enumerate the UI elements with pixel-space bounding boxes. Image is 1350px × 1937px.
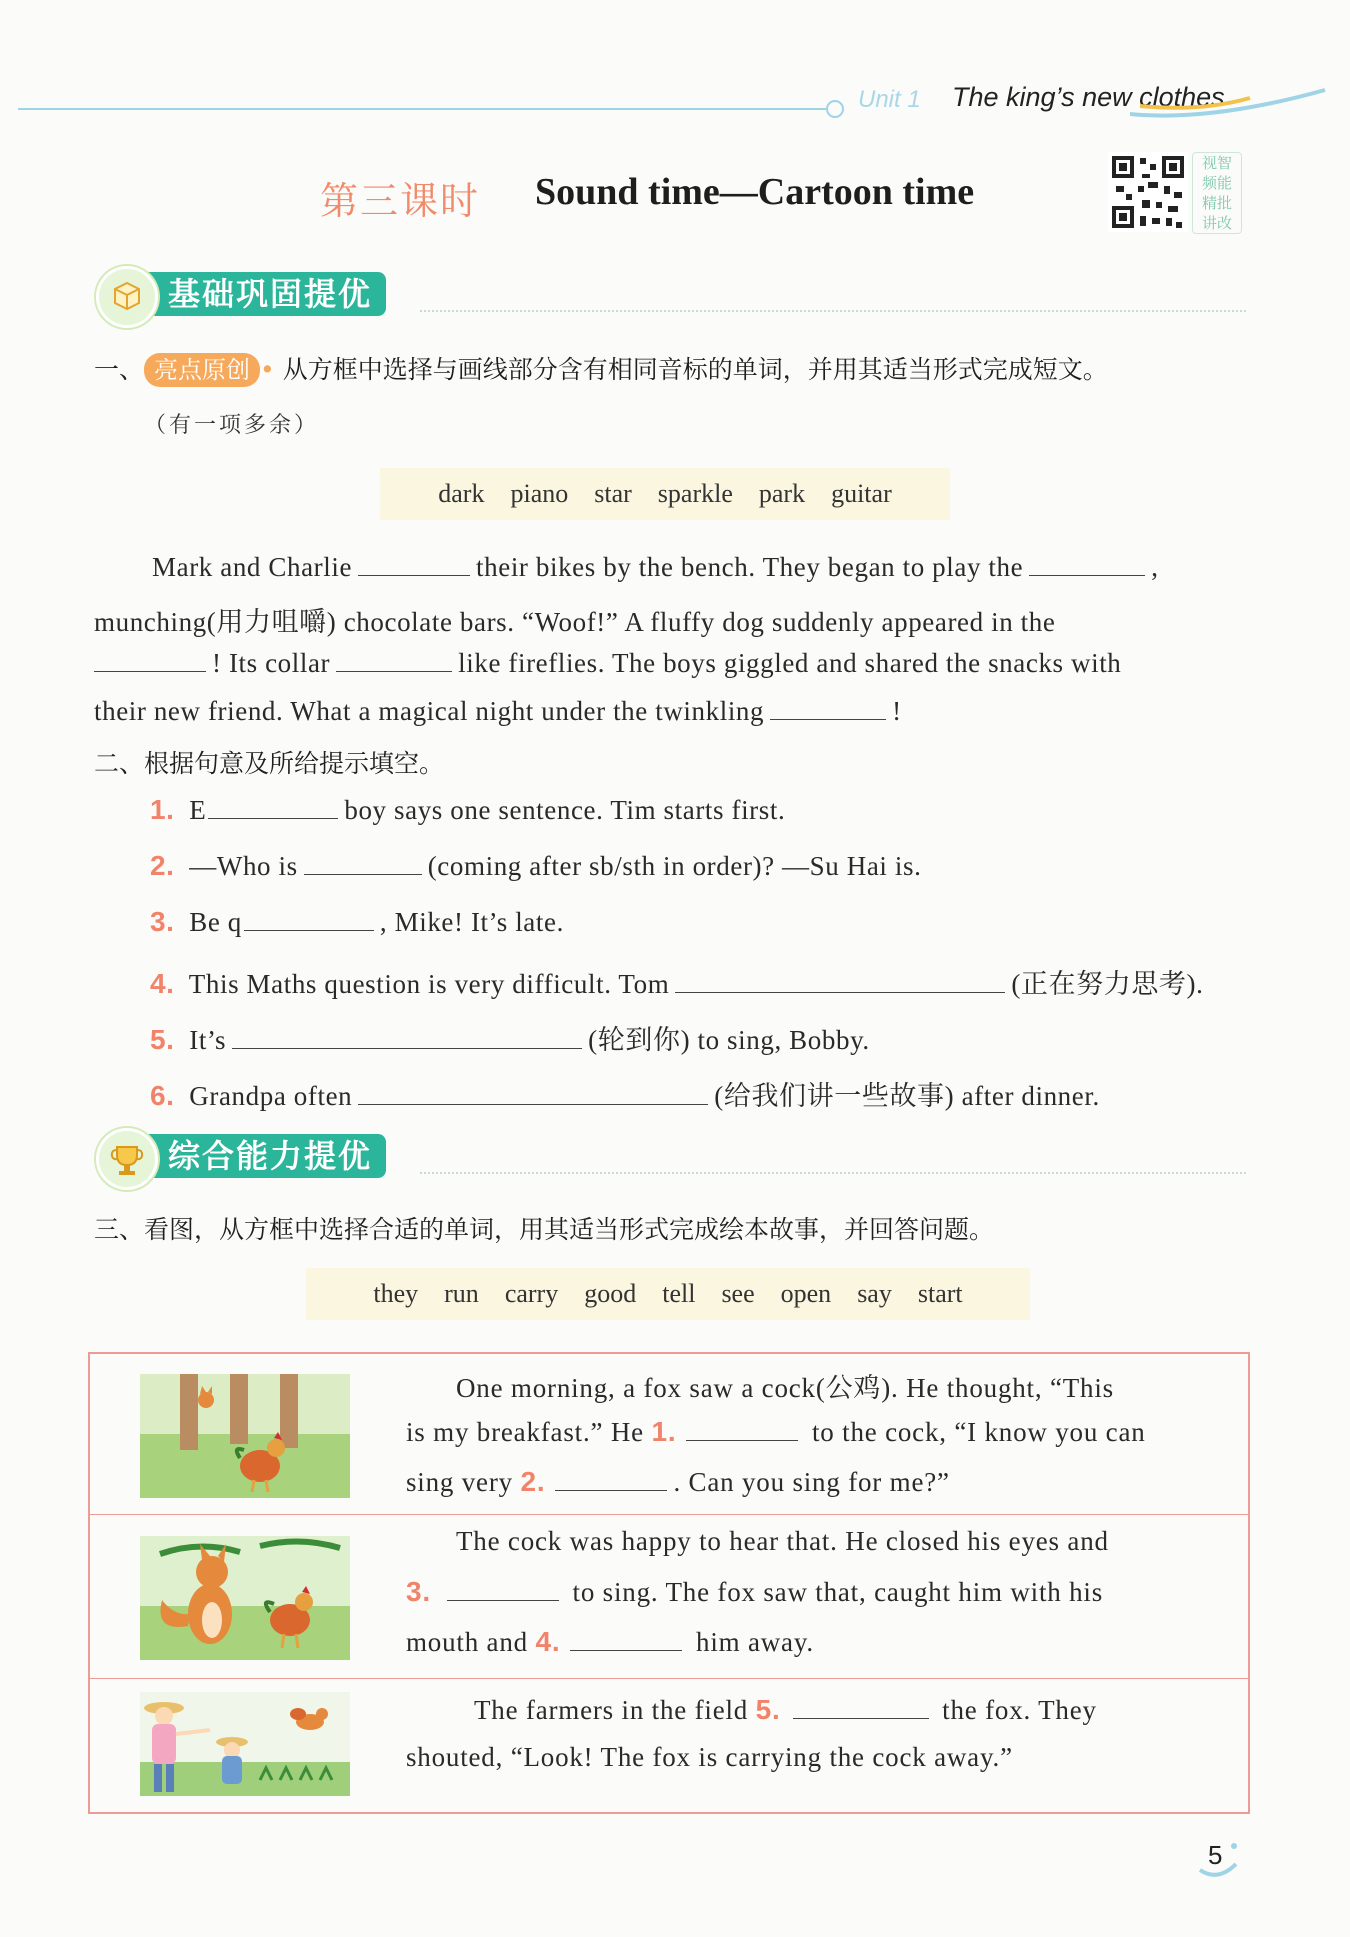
item-number: 6. [150, 1080, 175, 1111]
story-text: the fox. They [942, 1695, 1097, 1725]
passage-text: ! Its collar [212, 648, 331, 678]
passage-line-2: munching(用力咀嚼) chocolate bars. “Woof!” A fluffy dog suddenly appeared in the [94, 607, 1056, 637]
header-dot [826, 100, 844, 118]
item-text: , Mike! It’s late. [379, 907, 564, 937]
qr-tag: 批 [1217, 194, 1233, 212]
fox-catches-cock-illustration [140, 1536, 350, 1660]
answer-blank[interactable] [358, 553, 470, 576]
passage-text: their new friend. What a magical night under the twinkling [94, 696, 765, 726]
item-text: Grandpa often [189, 1081, 353, 1111]
item-text: (coming after sb/sth in order)? —Su Hai is. [427, 851, 922, 881]
story-row-2 [90, 1514, 1248, 1678]
word-option: they [373, 1279, 419, 1308]
item-text: boy says one sentence. Tim starts first. [344, 795, 786, 825]
item-number: 5. [150, 1024, 175, 1055]
item-text: Be q [189, 907, 242, 937]
banner-divider [420, 1172, 1246, 1174]
story-text: . Can you sing for me?” [673, 1467, 950, 1497]
word-option: park [758, 479, 806, 508]
exercise-item-2 [150, 850, 921, 882]
story-text: is my breakfast.” He [406, 1417, 644, 1447]
answer-blank[interactable] [94, 649, 206, 672]
answer-blank[interactable] [555, 1468, 667, 1491]
word-option: good [584, 1279, 637, 1308]
part3-instruction: 三、看图，从方框中选择合适的单词，用其适当形式完成绘本故事，并回答问题。 [94, 1215, 995, 1244]
story-line [474, 1694, 1097, 1726]
word-box-2 [306, 1268, 1030, 1320]
exercise-item-6 [150, 1074, 1100, 1113]
answer-blank[interactable] [686, 1418, 798, 1441]
item-text: It’s [189, 1025, 227, 1055]
story-line: One morning, a fox saw a cock(公鸡). He thought, “This [456, 1373, 1114, 1403]
item-text: (轮到你) to sing, Bobby. [588, 1025, 870, 1055]
story-text: to sing. The fox saw that, caught him with his [572, 1577, 1104, 1607]
unit-title: The king’s new clothes [952, 82, 1225, 112]
item-number: 3. [150, 906, 175, 937]
word-option: sparkle [657, 479, 733, 508]
header-swoosh-decoration [1130, 84, 1330, 124]
answer-blank[interactable] [304, 852, 422, 875]
story-text: mouth and [406, 1627, 528, 1657]
qr-code-icon[interactable] [1108, 152, 1188, 232]
story-table [88, 1352, 1250, 1814]
farmers-in-field-illustration [140, 1692, 350, 1796]
part1-instruction-text: 从方框中选择与画线部分含有相同音标的单词，并用其适当形式完成短文。 [282, 355, 1108, 384]
exercise-item-3 [150, 906, 564, 938]
answer-blank[interactable] [447, 1578, 559, 1601]
qr-feature-tags [1192, 152, 1242, 234]
lesson-title-cn: 第三课时 [320, 179, 481, 223]
answer-blank[interactable] [208, 796, 338, 819]
passage-text: their bikes by the bench. They began to play the [476, 552, 1024, 582]
story-row-1 [90, 1354, 1248, 1514]
item-number: 2. [150, 850, 175, 881]
word-option: star [594, 479, 632, 508]
trophy-icon [96, 1128, 158, 1190]
part1-instruction: 一、 亮点原创 • 从方框中选择与画线部分含有相同音标的单词，并用其适当形式完成短文。 [94, 350, 1108, 387]
fox-and-cock-forest-illustration [140, 1374, 350, 1498]
lesson-title-en: Sound time—Cartoon time [535, 171, 975, 213]
qr-tag: 能 [1217, 174, 1233, 192]
story-row-3 [90, 1678, 1248, 1810]
part2-instruction: 二、根据句意及所给提示填空。 [94, 749, 445, 778]
word-option: start [917, 1279, 963, 1308]
section-banner-basic: 基础巩固提优 [122, 272, 386, 316]
word-option: carry [504, 1279, 559, 1308]
exercise-item-4 [150, 962, 1203, 1001]
blank-number: 4. [535, 1626, 561, 1657]
item-text: —Who is [189, 851, 298, 881]
blank-number: 1. [651, 1416, 677, 1447]
answer-blank[interactable] [793, 1696, 929, 1719]
passage-line-3 [94, 648, 1121, 679]
passage-text: , [1151, 552, 1159, 582]
qr-tag: 视 [1201, 154, 1217, 172]
story-text: him away. [696, 1627, 814, 1657]
answer-blank[interactable] [336, 649, 452, 672]
original-tag: 亮点原创 [144, 353, 260, 387]
passage-line-1 [152, 552, 1159, 583]
section-banner-comprehensive: 综合能力提优 [122, 1134, 386, 1178]
story-text: to the cock, “I know you can [812, 1417, 1146, 1447]
qr-tag: 智 [1217, 154, 1233, 172]
exercise-item-1 [150, 794, 785, 826]
qr-tag: 精 [1201, 194, 1217, 212]
qr-tag: 频 [1201, 174, 1217, 192]
word-option: open [780, 1279, 832, 1308]
answer-blank[interactable] [570, 1628, 682, 1651]
qr-tag: 讲 [1201, 214, 1217, 232]
passage-text: ! [892, 696, 902, 726]
blank-number: 3. [406, 1576, 431, 1607]
story-line: The cock was happy to hear that. He closed his eyes and [456, 1526, 1109, 1556]
passage-text: like fireflies. The boys giggled and shared the snacks with [458, 648, 1122, 678]
answer-blank[interactable] [244, 908, 374, 931]
word-option: piano [510, 479, 569, 508]
item-text: This Maths question is very difficult. Tom [188, 969, 670, 999]
answer-blank[interactable] [770, 697, 886, 720]
item-number: 1. [150, 794, 175, 825]
item-text: E [189, 795, 207, 825]
header-rule [18, 108, 828, 110]
unit-label: Unit 1 [858, 86, 921, 113]
part1-prefix: 一、 [94, 355, 145, 384]
answer-blank[interactable] [1029, 553, 1145, 576]
story-line [406, 1416, 1146, 1448]
cube-icon [96, 266, 158, 328]
word-box-1 [380, 468, 950, 520]
story-text: sing very [406, 1467, 513, 1497]
blank-number: 2. [520, 1466, 546, 1497]
word-option: dark [438, 479, 485, 508]
story-line [406, 1576, 1103, 1608]
word-option: tell [662, 1279, 696, 1308]
answer-blank[interactable] [675, 970, 1005, 993]
passage-line-4 [94, 696, 902, 727]
page-number: 5 [1208, 1840, 1223, 1870]
item-text: (给我们讲一些故事) after dinner. [714, 1081, 1100, 1111]
qr-tag: 改 [1217, 214, 1233, 232]
story-line: shouted, “Look! The fox is carrying the cock away.” [406, 1742, 1013, 1772]
story-line [406, 1626, 814, 1658]
passage-text: Mark and Charlie [152, 552, 353, 582]
story-text: The farmers in the field [474, 1695, 749, 1725]
item-number: 4. [150, 968, 175, 999]
story-line [406, 1466, 950, 1498]
word-option: see [721, 1279, 755, 1308]
exercise-item-5 [150, 1018, 870, 1057]
answer-blank[interactable] [358, 1082, 708, 1105]
banner-divider [420, 310, 1246, 312]
word-option: say [857, 1279, 892, 1308]
word-option: run [444, 1279, 479, 1308]
item-text: (正在努力思考). [1011, 969, 1204, 999]
blank-number: 5. [755, 1694, 781, 1725]
word-option: guitar [831, 479, 892, 508]
answer-blank[interactable] [232, 1026, 582, 1049]
part1-note: （有一项多余） [144, 413, 320, 438]
